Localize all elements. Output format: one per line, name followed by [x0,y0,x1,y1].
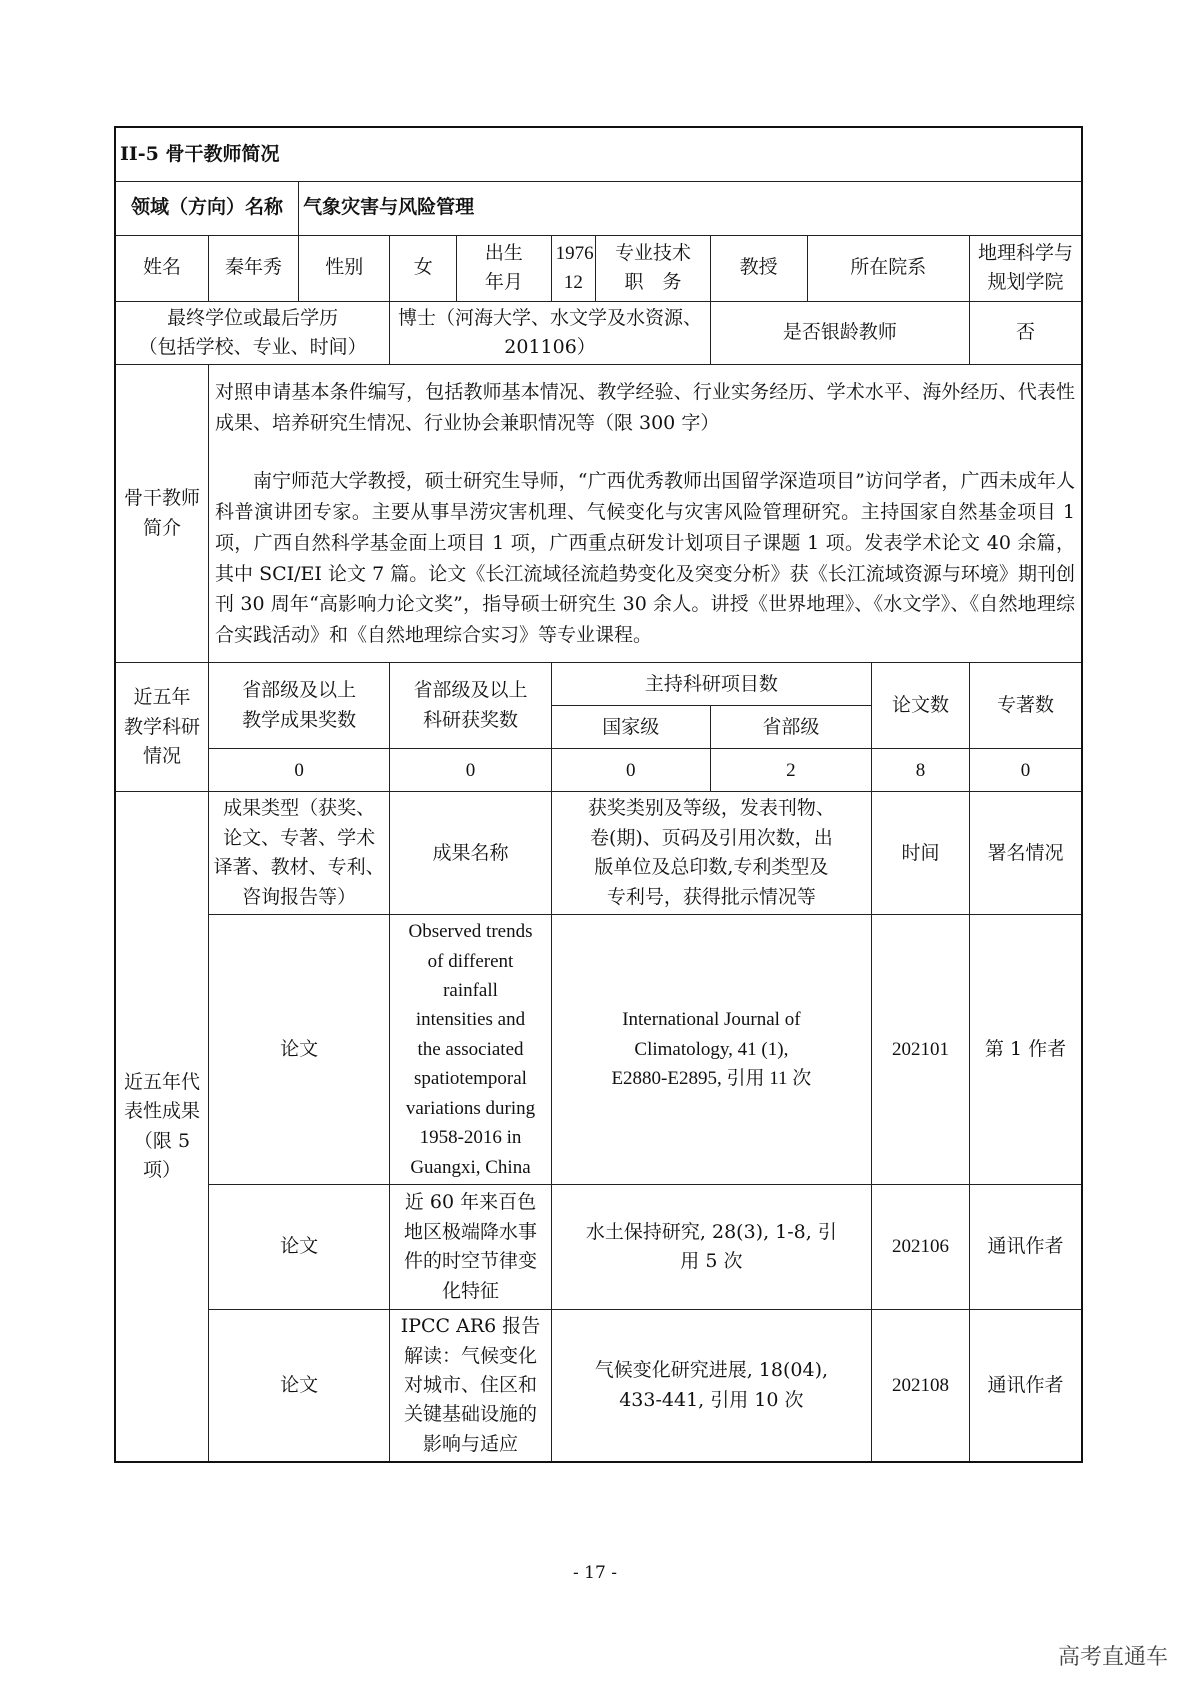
achievement-author: 通讯作者 [970,1185,1083,1310]
intro-gap [215,438,1075,466]
gender-label: 性别 [299,235,390,301]
achievement-name: 近 60 年来百色 地区极端降水事 件的时空节律变 化特征 [390,1185,551,1310]
name-label: 姓名 [115,235,208,301]
watermark: 高考直通车 [1057,1645,1168,1670]
degree-value: 博士（河海大学、水文学及水资源、 201106） [390,301,710,365]
field-label: 领域（方向）名称 [115,181,299,235]
page-number: - 17 - [573,1563,617,1583]
table-row [115,1310,1082,1463]
teaching-award-label: 省部级及以上 教学成果奖数 [208,663,389,749]
achievement-time: 202101 [872,915,970,1185]
achievement-type: 论文 [208,1310,389,1463]
achievement-author: 通讯作者 [970,1310,1083,1463]
achievement-type: 论文 [208,1185,389,1310]
achievement-name: IPCC AR6 报告 解读：气候变化 对城市、住区和 关键基础设施的 影响与适应 [390,1310,551,1463]
provincial-value: 2 [710,749,871,792]
gender-value: 女 [390,235,457,301]
achievement-detail: International Journal of Climatology, 41 (1), E2880-E2895, 引用 11 次 [551,915,871,1185]
dept-value: 地理科学与 规划学院 [970,235,1083,301]
research-award-label: 省部级及以上 科研获奖数 [390,663,551,749]
header-name: 成果名称 [390,792,551,915]
table-row [115,915,1082,1185]
achievement-name: Observed trends of different rainfall intensities and the associated spatiotemporal variations during 1958-2016 in Guangxi, China [390,915,551,1185]
papers-label: 论文数 [872,663,970,749]
intro-label: 骨干教师 简介 [115,365,208,663]
books-label: 专著数 [970,663,1083,749]
birth-label: 出生 年月 [457,235,552,301]
header-author: 署名情况 [970,792,1083,915]
achievement-detail: 气候变化研究进展, 18(04), 433-441, 引用 10 次 [551,1310,871,1463]
national-label: 国家级 [551,706,710,749]
section-title: II-5 骨干教师简况 [115,127,1082,181]
achievements-label: 近五年代 表性成果 （限 5 项） [115,792,208,1462]
research-label: 近五年 教学科研 情况 [115,663,208,792]
achievement-time: 202108 [872,1310,970,1463]
achievement-time: 202106 [872,1185,970,1310]
teaching-award-value: 0 [208,749,389,792]
header-time: 时间 [872,792,970,915]
degree-label: 最终学位或最后学历 （包括学校、专业、时间） [115,301,390,365]
name-value: 秦年秀 [208,235,298,301]
intro-text: 南宁师范大学教授，硕士研究生导师，“广西优秀教师出国留学深造项目”访问学者，广西未成年人科普演讲团专家。主要从事旱涝灾害机理、气候变化与灾害风险管理研究。主持国家自然基金项目 1 项，广西自然科学基金面上项目 1 项，广西重点研发计划项目子课题 1 项。发表学术论文 40 余篇，其中 SCI/EI 论文 7 篇。论文《长江流域径流趋势变化及突变分析》获《长江流域资源与环境》期刊创刊 30 周年“高影响力论文奖”，指导硕士研究生 30 余人。讲授《世界地理》、《水文学》、《自然地理综合实践活动》和《自然地理综合实习》等专业课程。 [214,470,1075,647]
header-type: 成果类型（获奖、 论文、专著、学术 译著、教材、专利、 咨询报告等） [208,792,389,915]
teacher-profile-table [114,126,1083,1463]
national-value: 0 [551,749,710,792]
title-label: 专业技术 职 务 [596,235,711,301]
dept-label: 所在院系 [807,235,969,301]
papers-value: 8 [872,749,970,792]
achievement-detail: 水土保持研究, 28(3), 1-8, 引 用 5 次 [551,1185,871,1310]
silver-value: 否 [970,301,1083,365]
table-row [115,1185,1082,1310]
header-detail: 获奖类别及等级，发表刊物、 卷(期)、页码及引用次数，出 版单位及总印数,专利类型及 专利号，获得批示情况等 [551,792,871,915]
achievement-type: 论文 [208,915,389,1185]
intro-instruction: 对照申请基本条件编写，包括教师基本情况、教学经验、行业实务经历、学术水平、海外经历、代表性成果、培养研究生情况、行业协会兼职情况等（限 300 字） [214,380,1075,434]
provincial-label: 省部级 [710,706,871,749]
silver-label: 是否银龄教师 [710,301,969,365]
intro-cell [208,365,1082,663]
birth-value: 1976 12 [551,235,596,301]
achievement-author: 第 1 作者 [970,915,1083,1185]
books-value: 0 [970,749,1083,792]
projects-label: 主持科研项目数 [551,663,871,706]
research-award-value: 0 [390,749,551,792]
title-value: 教授 [710,235,807,301]
field-value: 气象灾害与风险管理 [299,181,1082,235]
